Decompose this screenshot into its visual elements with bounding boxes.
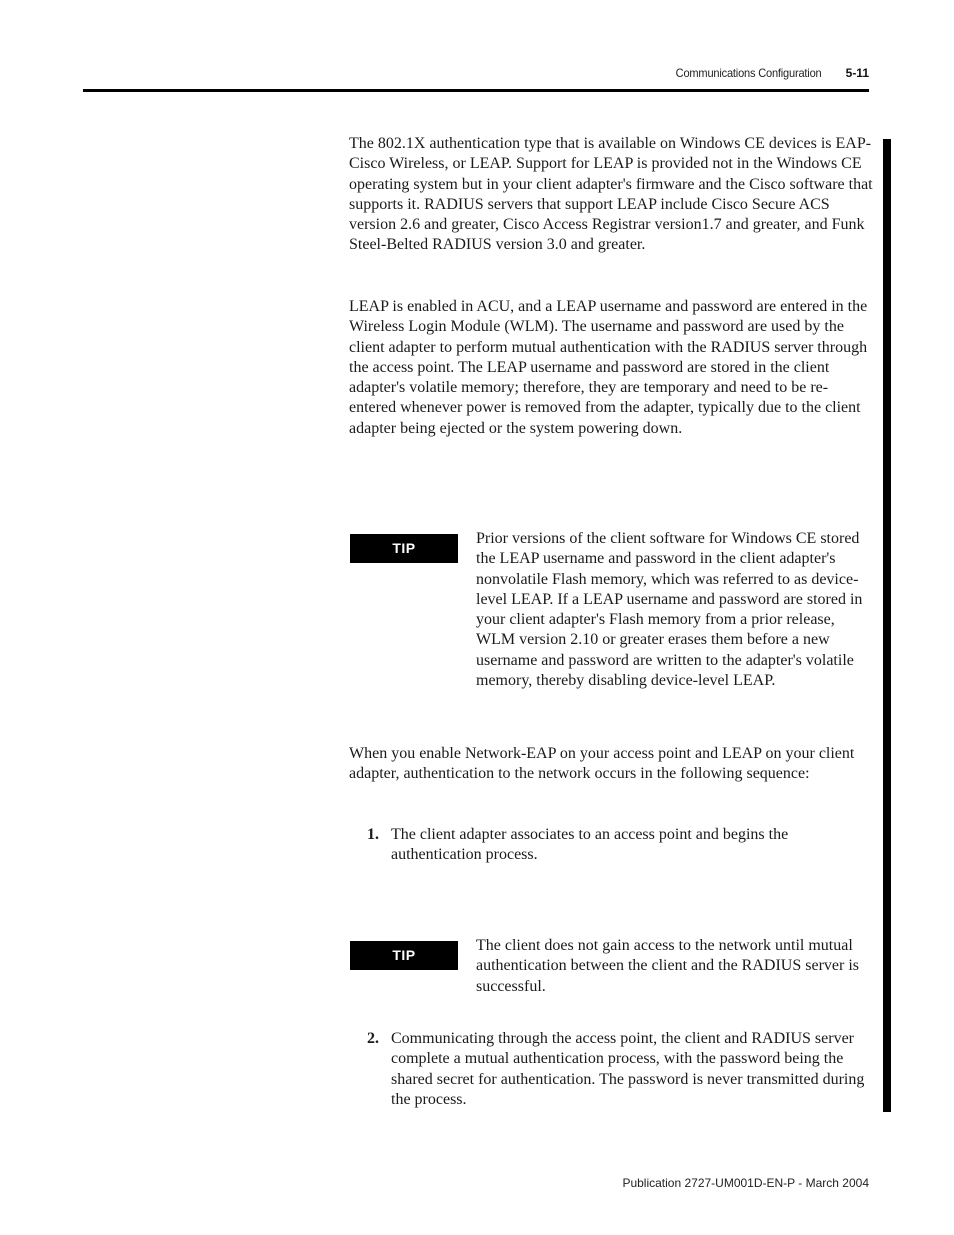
step-number: 2. bbox=[367, 1030, 379, 1047]
section-title: Communications Configuration bbox=[675, 66, 821, 80]
step-text: The client adapter associates to an access point and begins the authentication process. bbox=[391, 826, 789, 864]
tip-label: TIP bbox=[350, 941, 458, 970]
publication-footer: Publication 2727-UM001D-EN-P - March 2004 bbox=[622, 1176, 869, 1190]
header-rule bbox=[83, 89, 869, 92]
paragraph-leap-credentials: LEAP is enabled in ACU, and a LEAP username and password are entered in the Wireless Login Module (WLM). The username and password are used by the client adapter to perform mutual authentication with the RADIUS server through the access point. The LEAP username and password are stored in the client adapter's volatile memory; therefore, they are temporary and need to be re-entered whenever power is removed from the adapter, typically due to the client adapter being ejected or the system powering down. bbox=[349, 298, 868, 437]
page-number: 5-11 bbox=[845, 66, 869, 80]
revision-change-bar bbox=[883, 139, 891, 1112]
paragraph-leap-overview: The 802.1X authentication type that is available on Windows CE devices is EAP-Cisco Wireless, or LEAP. Support for LEAP is provided not in the Windows CE operating system but in your client adapter's firmware and the Cisco software that supports it. RADIUS servers that support LEAP include Cisco Secure ACS version 2.6 and greater, Cisco Access Registrar version1.7 and greater, and Funk Steel-Belted RADIUS version 3.0 and greater. bbox=[349, 135, 873, 254]
tip-text: Prior versions of the client software for Windows CE stored the LEAP username and password in the client adapter's nonvolatile Flash memory, which was referred to as device-level LEAP. If a LEAP username and password are stored in your client adapter's Flash memory from a prior release, WLM version 2.10 or greater erases them before a new username and password are written to the adapter's volatile memory, thereby disabling device-level LEAP. bbox=[476, 530, 863, 690]
paragraph-auth-sequence-intro: When you enable Network-EAP on your access point and LEAP on your client adapter, authentication to the network occurs in the following sequence: bbox=[349, 745, 855, 783]
tip-label: TIP bbox=[350, 534, 458, 563]
step-text: Communicating through the access point, the client and RADIUS server complete a mutual authentication process, with the password being the shared secret for authentication. The password is never transmitted during the process. bbox=[391, 1030, 865, 1108]
step-number: 1. bbox=[367, 826, 379, 843]
tip-text: The client does not gain access to the network until mutual authentication between the client and the RADIUS server is successful. bbox=[476, 937, 859, 995]
